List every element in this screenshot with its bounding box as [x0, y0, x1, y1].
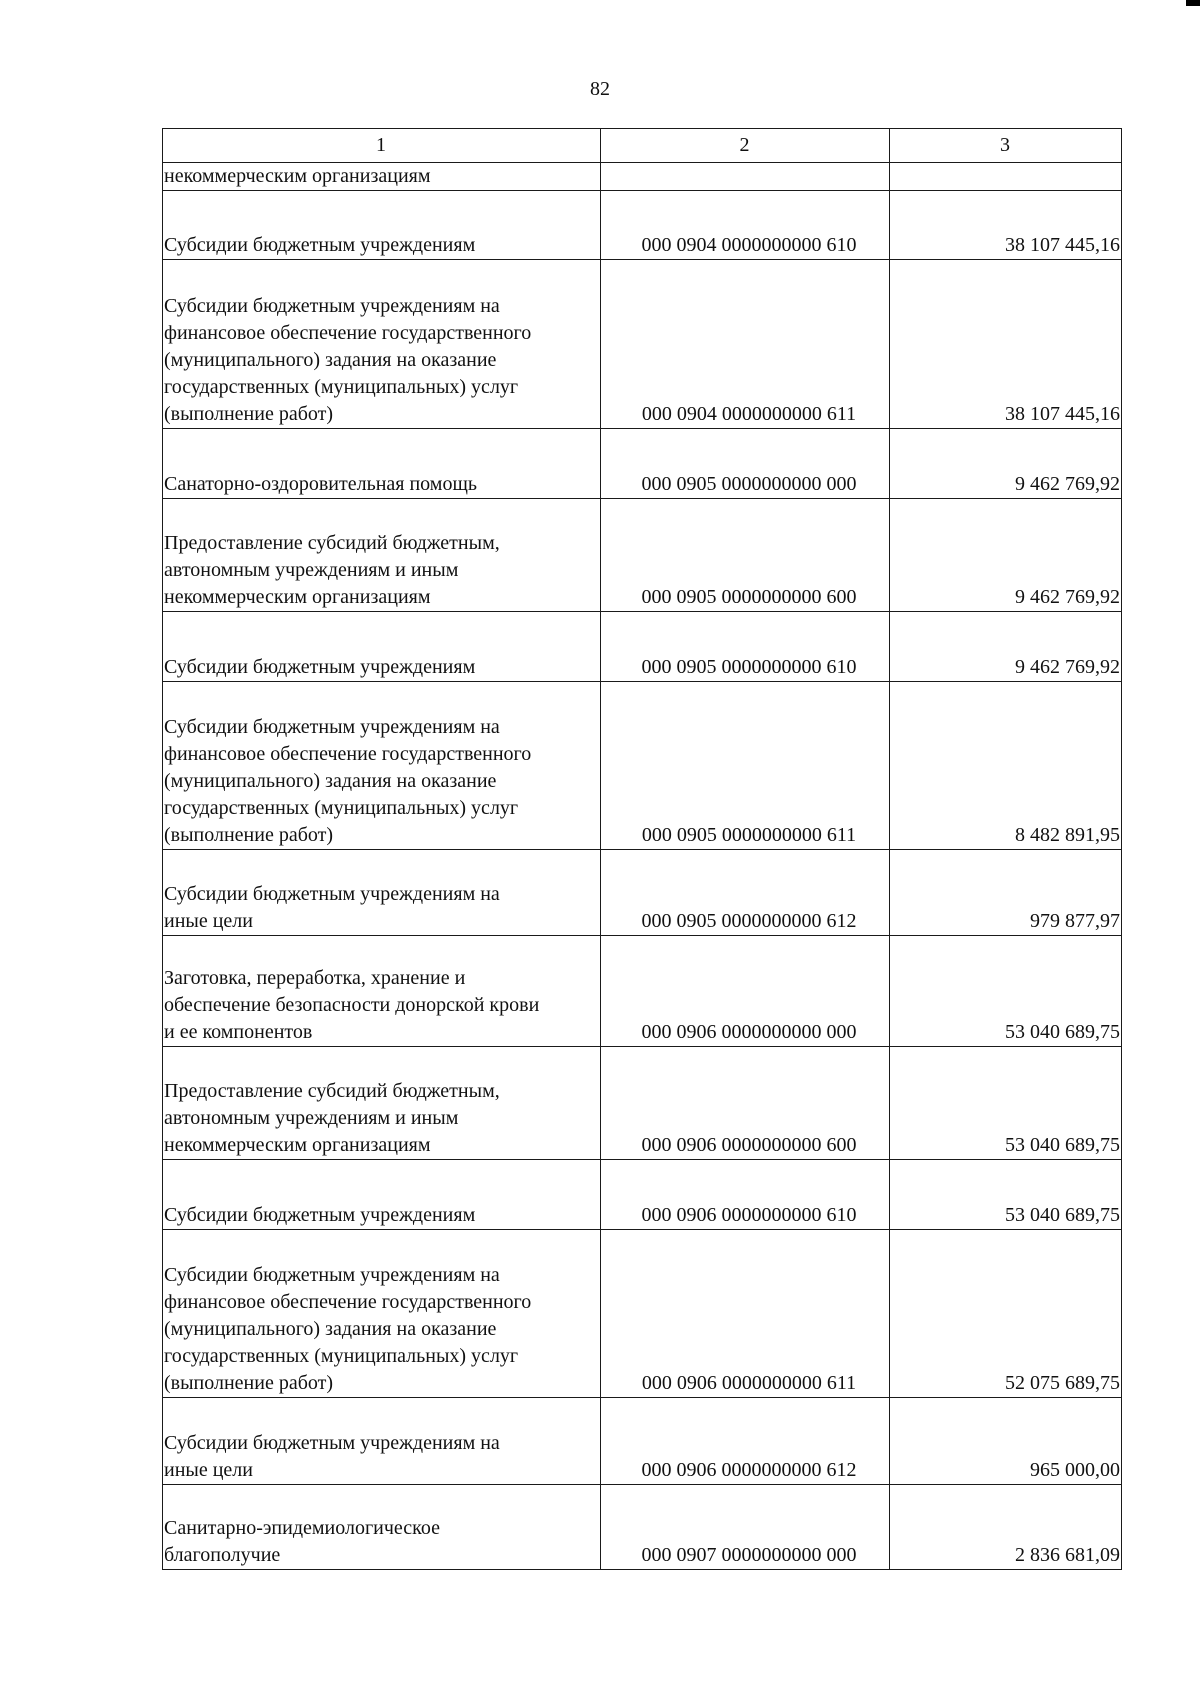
- table-row: [163, 429, 1122, 499]
- scan-edge-mark: [1186, 0, 1200, 6]
- row-amount: 53 040 689,75: [890, 936, 1122, 1047]
- row-name: Субсидии бюджетным учреждениям на иные цели: [163, 1398, 601, 1485]
- row-name: Субсидии бюджетным учреждениям: [163, 1160, 601, 1230]
- row-code: [601, 163, 890, 191]
- row-name: Субсидии бюджетным учреждениям на финансовое обеспечение государственного (муниципального) задания на оказание государственных (муниципальных) услуг (выполнение работ): [163, 1230, 601, 1398]
- row-code: 000 0905 0000000000 611: [601, 682, 890, 850]
- table-row: [163, 1047, 1122, 1160]
- row-code: 000 0905 0000000000 600: [601, 499, 890, 612]
- row-amount: 53 040 689,75: [890, 1047, 1122, 1160]
- table-row: [163, 612, 1122, 682]
- row-name: Предоставление субсидий бюджетным, автономным учреждениям и иным некоммерческим организациям: [163, 1047, 601, 1160]
- row-code: 000 0907 0000000000 000: [601, 1485, 890, 1570]
- table-row: [163, 1160, 1122, 1230]
- page-number: 82: [590, 78, 610, 100]
- row-amount: 8 482 891,95: [890, 682, 1122, 850]
- row-name: Санитарно-эпидемиологическое благополучие: [163, 1485, 601, 1570]
- row-amount: 9 462 769,92: [890, 429, 1122, 499]
- table-row: [163, 260, 1122, 429]
- row-code: 000 0904 0000000000 610: [601, 191, 890, 260]
- row-name: Субсидии бюджетным учреждениям на иные цели: [163, 850, 601, 936]
- row-amount: 38 107 445,16: [890, 191, 1122, 260]
- table-row: [163, 163, 1122, 191]
- row-name: Субсидии бюджетным учреждениям: [163, 612, 601, 682]
- row-amount: 965 000,00: [890, 1398, 1122, 1485]
- row-code: 000 0904 0000000000 611: [601, 260, 890, 429]
- row-amount: [890, 163, 1122, 191]
- table-row: [163, 936, 1122, 1047]
- row-name: Предоставление субсидий бюджетным, автономным учреждениям и иным некоммерческим организациям: [163, 499, 601, 612]
- row-code: 000 0906 0000000000 000: [601, 936, 890, 1047]
- row-amount: 9 462 769,92: [890, 499, 1122, 612]
- budget-table: [162, 128, 1122, 1570]
- row-code: 000 0906 0000000000 612: [601, 1398, 890, 1485]
- row-name: Субсидии бюджетным учреждениям на финансовое обеспечение государственного (муниципального) задания на оказание государственных (муниципальных) услуг (выполнение работ): [163, 682, 601, 850]
- row-code: 000 0905 0000000000 610: [601, 612, 890, 682]
- column-header-2: 2: [601, 129, 890, 163]
- table-row: [163, 1485, 1122, 1570]
- row-code: 000 0905 0000000000 000: [601, 429, 890, 499]
- row-name: Субсидии бюджетным учреждениям: [163, 191, 601, 260]
- column-header-1: 1: [163, 129, 601, 163]
- row-name: Санаторно-оздоровительная помощь: [163, 429, 601, 499]
- row-amount: 9 462 769,92: [890, 612, 1122, 682]
- row-amount: 2 836 681,09: [890, 1485, 1122, 1570]
- row-name: некоммерческим организациям: [163, 163, 601, 191]
- row-amount: 52 075 689,75: [890, 1230, 1122, 1398]
- table-row: [163, 1230, 1122, 1398]
- table-row: [163, 682, 1122, 850]
- column-header-3: 3: [890, 129, 1122, 163]
- row-code: 000 0905 0000000000 612: [601, 850, 890, 936]
- table-header-row: [163, 129, 1122, 163]
- table-row: [163, 499, 1122, 612]
- row-code: 000 0906 0000000000 600: [601, 1047, 890, 1160]
- table-row: [163, 1398, 1122, 1485]
- row-code: 000 0906 0000000000 610: [601, 1160, 890, 1230]
- row-name: Заготовка, переработка, хранение и обеспечение безопасности донорской крови и ее компонентов: [163, 936, 601, 1047]
- table-row: [163, 850, 1122, 936]
- row-amount: 38 107 445,16: [890, 260, 1122, 429]
- row-amount: 53 040 689,75: [890, 1160, 1122, 1230]
- row-code: 000 0906 0000000000 611: [601, 1230, 890, 1398]
- table-row: [163, 191, 1122, 260]
- row-amount: 979 877,97: [890, 850, 1122, 936]
- row-name: Субсидии бюджетным учреждениям на финансовое обеспечение государственного (муниципального) задания на оказание государственных (муниципальных) услуг (выполнение работ): [163, 260, 601, 429]
